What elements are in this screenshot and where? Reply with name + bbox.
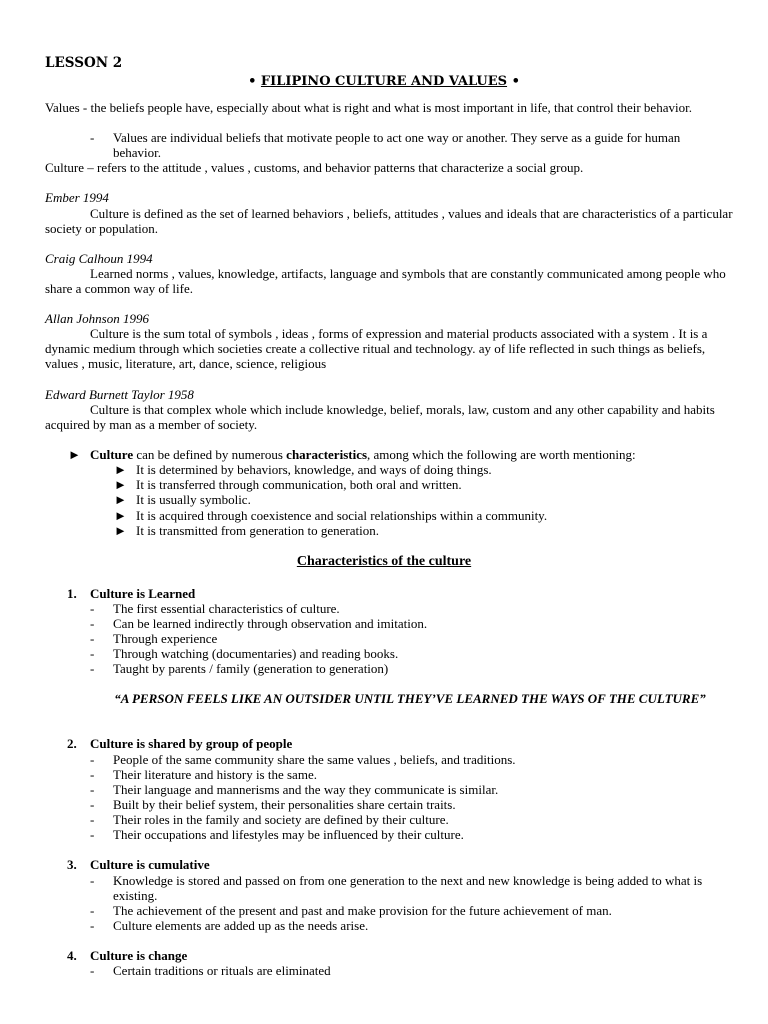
list-item: - People of the same community share the same values , beliefs, and traditions.	[90, 752, 516, 767]
list-item: - Taught by parents / family (generation to generation)	[90, 661, 389, 676]
list-item: - Through watching (documentaries) and reading books.	[90, 646, 399, 661]
arrow-bullet-icon: ►	[68, 447, 81, 462]
list-item: - The first essential characteristics of culture.	[90, 601, 340, 616]
list-item: ► It is transferred through communication, both oral and written.	[114, 477, 462, 492]
title-bullet-left: •	[248, 74, 257, 89]
title-text: FILIPINO CULTURE AND VALUES	[260, 74, 508, 89]
arrow-bullet-icon: ►	[114, 492, 127, 507]
arrow-bullet-icon: ►	[114, 508, 127, 523]
quote: “A PERSON FEELS LIKE AN OUTSIDER UNTIL THEY’VE LEARNED THE WAYS OF THE CULTURE”	[114, 691, 706, 706]
list-item: ► It is determined by behaviors, knowledge, and ways of doing things.	[114, 462, 492, 477]
definition-text: Culture is defined as the set of learned behaviors , beliefs, attitudes , values and ideals that are characteristics of a particular society or population.	[45, 206, 733, 237]
section-4-title: 4. Culture is change	[67, 948, 188, 963]
lesson-heading: LESSON 2	[45, 55, 123, 71]
list-item: - The achievement of the present and past and make provision for the future achievement of man.	[90, 903, 612, 918]
section-2-title: 2. Culture is shared by group of people	[67, 736, 293, 751]
definition-text: Culture is that complex whole which include knowledge, belief, morals, law, custom and any other capability and habits acquired by man as a member of society.	[45, 402, 715, 433]
definition-author: Craig Calhoun 1994	[45, 251, 153, 266]
definition-text: Culture is the sum total of symbols , ideas , forms of expression and material products associated with a system . It is a dynamic medium through which societies create a collective ritual and technology. ay of life reflected in such things as beliefs, values , music, literature, art, dance, science, religious	[45, 326, 708, 372]
values-definition: Values - the beliefs people have, especially about what is right and what is most important in life, that control their behavior.	[45, 100, 692, 115]
values-sub-text: Values are individual beliefs that motivate people to act one way or another. They serve as a guide for human behavior.	[113, 130, 681, 161]
definition-text: Learned norms , values, knowledge, artifacts, language and symbols that are constantly communicated among people who share a common way of life.	[45, 266, 726, 297]
list-item: - Their language and mannerisms and the way they communicate is similar.	[90, 782, 499, 797]
list-item: - Can be learned indirectly through observation and imitation.	[90, 616, 428, 631]
dash-marker: -	[90, 130, 95, 145]
list-item: - Through experience	[90, 631, 218, 646]
arrow-bullet-icon: ►	[114, 477, 127, 492]
list-item: ► It is usually symbolic.	[114, 492, 251, 507]
culture-definition: Culture – refers to the attitude , values , customs, and behavior patterns that characterize a social group.	[45, 160, 584, 175]
list-item: - Their roles in the family and society are defined by their culture.	[90, 812, 449, 827]
list-item: - Their literature and history is the same.	[90, 767, 317, 782]
list-item: - Built by their belief system, their personalities share certain traits.	[90, 797, 456, 812]
arrow-bullet-icon: ►	[114, 523, 127, 538]
list-item: ► It is transmitted from generation to generation.	[114, 523, 379, 538]
values-sub-point	[90, 130, 730, 160]
list-item: - Their occupations and lifestyles may be influenced by their culture.	[90, 827, 464, 842]
definition-author: Allan Johnson 1996	[45, 311, 149, 326]
title-bullet-right: •	[511, 74, 520, 89]
list-item: ► It is acquired through coexistence and social relationships within a community.	[114, 508, 548, 523]
section-3-title: 3. Culture is cumulative	[67, 857, 210, 872]
section-heading: Characteristics of the culture	[296, 554, 472, 569]
arrow-bullet-icon: ►	[114, 462, 127, 477]
list-item: - Knowledge is stored and passed on from one generation to the next and new knowledge is being added to what is existing.	[90, 873, 703, 904]
page-title	[0, 74, 768, 89]
list-item: - Certain traditions or rituals are eliminated	[90, 963, 331, 978]
list-item: - Culture elements are added up as the needs arise.	[90, 918, 369, 933]
characteristics-intro: ► Culture can be defined by numerous characteristics, among which the following are worth mentioning:	[68, 447, 636, 462]
definition-author: Ember 1994	[45, 190, 109, 205]
section-1-title: 1. Culture is Learned	[67, 586, 196, 601]
definition-author: Edward Burnett Taylor 1958	[45, 387, 194, 402]
